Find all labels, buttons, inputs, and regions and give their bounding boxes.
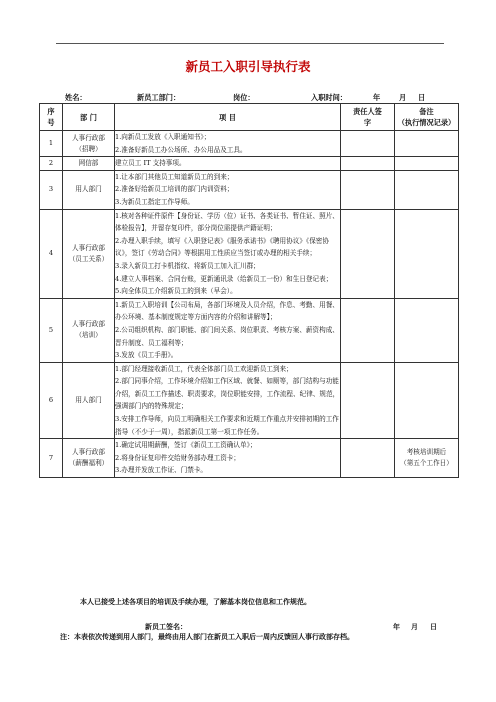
footer-note: 注：本表依次传递到用人部门，最终由用人部门在新员工入职后一周内反馈回人事行政部存档。 [60, 632, 354, 641]
position-label: 岗位： [233, 93, 255, 102]
remark-cell [395, 170, 459, 209]
row-number: 2 [40, 157, 63, 171]
acknowledgement-statement: 本人已接受上述各项目的培训及手续办理，了解基本岗位信息和工作规范。 [80, 597, 311, 606]
name-label: 姓名： [65, 93, 87, 102]
item-text: 1.让本部门其他员工知道新员工的到来； [115, 172, 234, 181]
item-text: 1.部门经理接收新员工，代表全体部门员工欢迎新员工到来； [115, 364, 293, 373]
signature-day: 日 [430, 622, 437, 631]
row-department [63, 157, 115, 171]
page-title: 新员工入职引导执行表 [185, 59, 311, 74]
row-items [115, 209, 341, 298]
table-row [40, 209, 459, 298]
signature-cell [341, 362, 395, 439]
signature-cell [341, 170, 395, 209]
row-department [63, 170, 115, 209]
row-department [63, 362, 115, 439]
start-date-year: 年 [373, 93, 381, 102]
department-line: （薪酬福利） [68, 459, 109, 468]
signature-cell [341, 131, 395, 157]
table-row [40, 170, 459, 209]
department-line: （招聘） [75, 144, 102, 153]
row-number: 3 [40, 170, 63, 209]
row-number: 7 [40, 439, 63, 478]
item-text: 4.建立人事档案、合同台账，更新通讯录（给新员工一份）和生日登记表； [115, 274, 333, 283]
item-text: 1.确定试用期薪酬，签订《新员工工资确认单》； [115, 441, 257, 450]
item-text: 建立员工 IT 支持事项。 [115, 159, 186, 168]
table-header-row [40, 104, 459, 131]
row-items [115, 298, 341, 362]
item-text: 1.核对各种证件原件【身份证、学历（位）证书、各类证书、暂住证、照片、体检报告】，并留存复印件，部分岗位需提供产籍证明； [115, 211, 339, 233]
item-text: 3.办理并发放工作证、门禁卡。 [115, 466, 208, 475]
row-items [115, 439, 341, 478]
department-line: 网信部 [78, 158, 99, 167]
onboarding-table [39, 103, 459, 478]
remark-line: （第五个工作日） [400, 459, 453, 468]
table-row [40, 298, 459, 362]
signature-year: 年 [393, 622, 400, 631]
remark-cell [395, 157, 459, 171]
row-number: 1 [40, 131, 63, 157]
item-text: 1.向新员工发放《入职通知书》； [115, 133, 211, 141]
remark-cell [395, 439, 459, 478]
item-text: 2.准备好新员工办公场所、办公用品及工具。 [115, 145, 247, 154]
remark-line: 考核培训期后 [406, 448, 447, 457]
item-text: 3.录入新员工打卡机指纹、将新员工加入汇川群； [115, 261, 260, 270]
signature-cell [341, 209, 395, 298]
department-line: 人事行政部 [72, 320, 105, 329]
row-department [63, 439, 115, 478]
header-number: 序 号 [40, 104, 63, 131]
item-text: 2.公司组织机构、部门职能、部门间关系、岗位职责、考核方案、薪资构成、晋升制度、员工福利等； [115, 325, 339, 347]
row-department [63, 298, 115, 362]
header-signer: 责任人签 字 [341, 104, 395, 131]
start-date-label: 入职时间： [311, 93, 347, 102]
department-line: （员工关系） [68, 254, 109, 263]
department-line: （培训） [75, 331, 102, 340]
department-label: 新员工部门： [137, 93, 181, 102]
table-row [40, 131, 459, 157]
department-line: 用人部门 [75, 395, 102, 404]
row-items [115, 157, 341, 171]
signature-cell [341, 298, 395, 362]
header-remark: 备注 （执行情况记录） [395, 104, 459, 131]
signature-cell [341, 157, 395, 171]
item-text: 3.安排工作导师，向员工明确相关工作要求和近期工作重点并安排初期的工作指导（不少于一周），指派新员工第一项工作任务。 [115, 415, 339, 436]
item-text: 3.发放《员工手册》。 [115, 351, 178, 360]
item-text: 1.新员工入职培训【公司布局，各部门环境及人员介绍，作息、考勤、用餐、办公环境、基本制度规定等方面内容的介绍和讲解等】； [115, 300, 339, 322]
item-text: 2.部门同事介绍，工作环境介绍如工作区域、就餐、如厕等，部门结构与功能介绍，新员工工作描述、职责要求，岗位职能安排，工作流程、纪律、规范，强调部门内的特殊规定； [115, 377, 340, 411]
row-department [63, 209, 115, 298]
row-items [115, 362, 341, 439]
signature-month: 月 [411, 622, 418, 631]
header-department: 部 门 [63, 104, 115, 131]
department-line: 用人部门 [75, 185, 102, 194]
header-item: 项 目 [115, 104, 341, 131]
remark-cell [395, 298, 459, 362]
item-text: 2.办理入职手续，填写《入职登记表》《服务承诺书》《聘用协议》《保密协议》，签订《劳动合同》等根据用工性质应当签订或办理的相关手续； [115, 236, 329, 258]
signature-label: 新员工签名： [145, 622, 187, 631]
item-text: 5.向全体员工介绍新员工的到来（早会）。 [115, 287, 237, 296]
department-line: 人事行政部 [72, 133, 105, 142]
row-number: 5 [40, 298, 63, 362]
row-items [115, 170, 341, 209]
item-text: 2.准备好给新员工培训的部门内训资料； [115, 185, 234, 194]
remark-cell [395, 131, 459, 157]
row-number: 6 [40, 362, 63, 439]
item-text: 3.为新员工指定工作导师。 [115, 197, 194, 206]
table-row [40, 362, 459, 439]
remark-cell [395, 362, 459, 439]
department-line: 人事行政部 [72, 448, 105, 457]
table-row [40, 439, 459, 478]
header-rule [56, 43, 444, 44]
table-row [40, 157, 459, 171]
start-date-month: 月 [399, 93, 407, 102]
signature-cell [341, 439, 395, 478]
row-department [63, 131, 115, 157]
item-text: 2.将身份证复印件交给财务部办理工资卡； [115, 453, 240, 462]
start-date-day: 日 [418, 93, 426, 102]
department-line: 人事行政部 [72, 243, 105, 252]
table-body [40, 131, 459, 478]
row-items [115, 131, 341, 157]
remark-cell [395, 209, 459, 298]
row-number: 4 [40, 209, 63, 298]
